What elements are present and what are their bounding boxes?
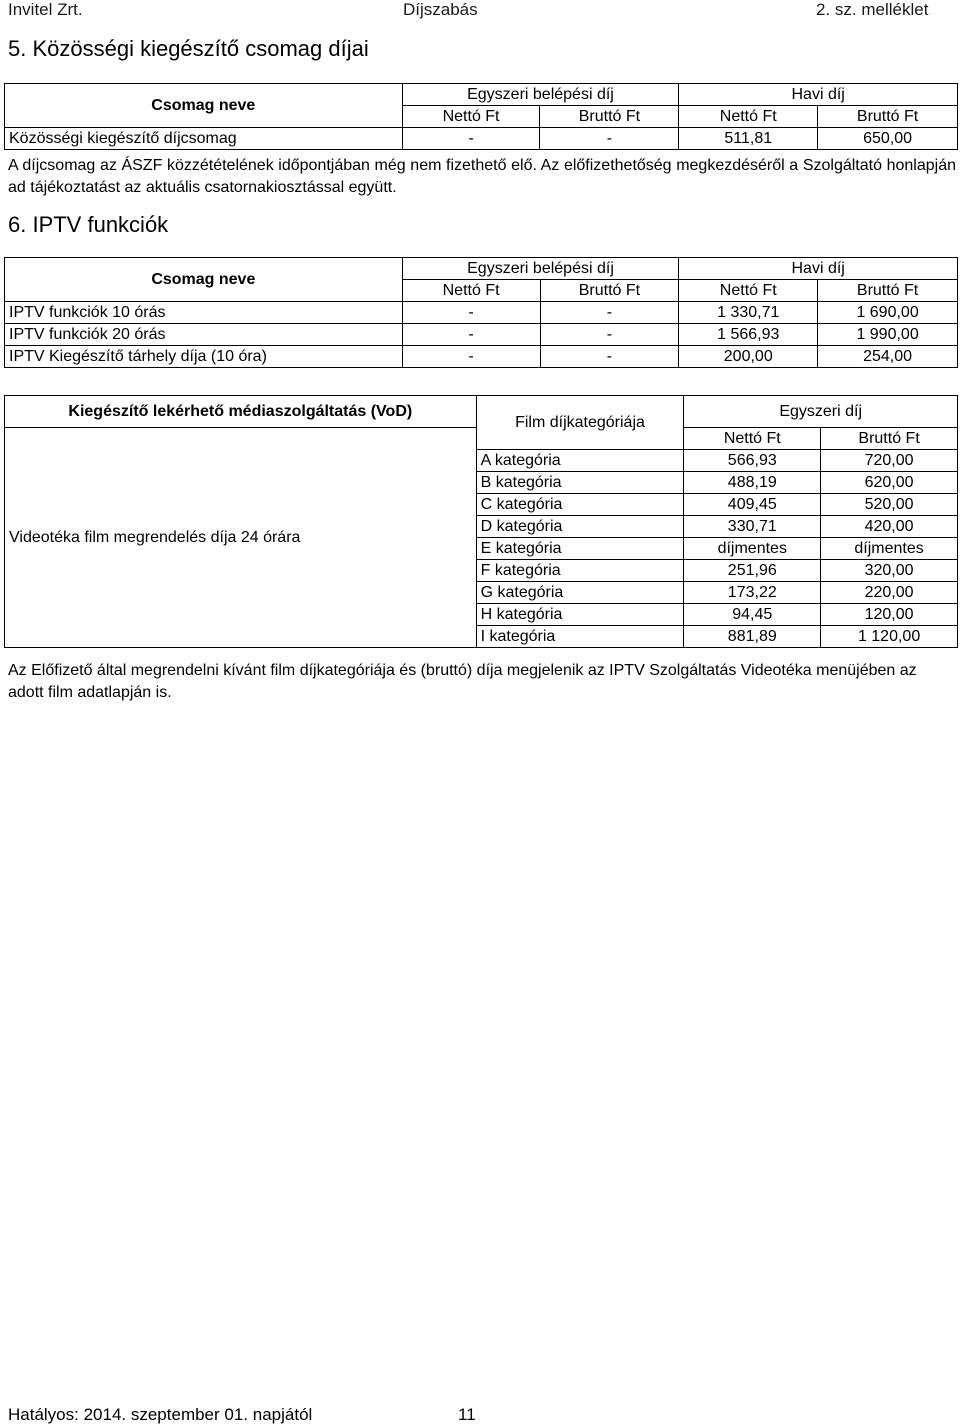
table-row: [5, 324, 958, 346]
col-header-net: Nettó Ft: [679, 280, 818, 302]
col-header-monthly-fee: Havi díj: [679, 258, 958, 280]
col-header-gross: Bruttó Ft: [818, 106, 958, 128]
package-name: Közösségi kiegészítő díjcsomag: [5, 128, 403, 150]
category-name: A kategória: [476, 450, 684, 472]
vod-description: Videotéka film megrendelés díja 24 órára: [5, 428, 477, 648]
entry-net: -: [402, 346, 540, 368]
vod-title: Kiegészítő lekérhető médiaszolgáltatás (VoD): [5, 396, 477, 428]
col-header-entry-fee: Egyszeri belépési díj: [402, 84, 679, 106]
category-name: B kategória: [476, 472, 684, 494]
category-net: 566,93: [684, 450, 821, 472]
package-name: IPTV funkciók 20 órás: [5, 324, 403, 346]
category-gross: 620,00: [821, 472, 958, 494]
category-gross: 420,00: [821, 516, 958, 538]
col-header-gross: Bruttó Ft: [540, 106, 679, 128]
entry-net: -: [402, 302, 540, 324]
header-annex: 2. sz. melléklet: [816, 0, 929, 19]
category-net: díjmentes: [684, 538, 821, 560]
monthly-net: 200,00: [679, 346, 818, 368]
section-5-title: 5. Közösségi kiegészítő csomag díjai: [8, 36, 369, 61]
entry-net: -: [402, 324, 540, 346]
category-name: I kategória: [476, 626, 684, 648]
category-name: E kategória: [476, 538, 684, 560]
vod-note: Az Előfizető által megrendelni kívánt film díjkategóriája és (bruttó) díja megjelenik az IPTV Szolgáltatás Videotéka menüjében az adott film adatlapján is.: [8, 662, 917, 701]
section-6-title: 6. IPTV funkciók: [8, 212, 169, 237]
category-name: H kategória: [476, 604, 684, 626]
monthly-gross: 1 990,00: [818, 324, 958, 346]
entry-gross: -: [540, 302, 679, 324]
category-gross: 520,00: [821, 494, 958, 516]
category-gross: 320,00: [821, 560, 958, 582]
category-gross: 720,00: [821, 450, 958, 472]
category-net: 173,22: [684, 582, 821, 604]
entry-gross: -: [540, 324, 679, 346]
table-row: [5, 302, 958, 324]
category-gross: 120,00: [821, 604, 958, 626]
category-gross: 220,00: [821, 582, 958, 604]
col-header-monthly-fee: Havi díj: [679, 84, 958, 106]
page-number: 11: [458, 1405, 476, 1424]
col-header-net: Nettó Ft: [402, 106, 540, 128]
category-name: D kategória: [476, 516, 684, 538]
header-doc-title: Díjszabás: [403, 0, 478, 19]
col-header-gross: Bruttó Ft: [821, 428, 958, 450]
header-company: Invitel Zrt.: [8, 0, 83, 19]
category-net: 409,45: [684, 494, 821, 516]
section-6-table: [4, 257, 958, 368]
category-gross: díjmentes: [821, 538, 958, 560]
category-gross: 1 120,00: [821, 626, 958, 648]
category-net: 94,45: [684, 604, 821, 626]
monthly-net: 1 330,71: [679, 302, 818, 324]
monthly-net: 511,81: [679, 128, 818, 150]
category-net: 330,71: [684, 516, 821, 538]
monthly-net: 1 566,93: [679, 324, 818, 346]
section-5-table: [4, 83, 958, 150]
col-header-single-fee: Egyszeri díj: [684, 396, 958, 428]
footer-effective-date: Hatályos: 2014. szeptember 01. napjától: [8, 1405, 313, 1424]
monthly-gross: 254,00: [818, 346, 958, 368]
col-header-entry-fee: Egyszeri belépési díj: [402, 258, 679, 280]
table-row: [5, 128, 958, 150]
col-header-gross: Bruttó Ft: [540, 280, 679, 302]
col-header-category: Film díjkategóriája: [476, 396, 684, 450]
monthly-gross: 650,00: [818, 128, 958, 150]
col-header-name: Csomag neve: [5, 258, 403, 302]
category-name: F kategória: [476, 560, 684, 582]
col-header-net: Nettó Ft: [402, 280, 540, 302]
vod-table: [4, 395, 958, 648]
entry-net: -: [402, 128, 540, 150]
col-header-net: Nettó Ft: [679, 106, 818, 128]
category-net: 251,96: [684, 560, 821, 582]
category-name: G kategória: [476, 582, 684, 604]
col-header-name: Csomag neve: [5, 84, 403, 128]
col-header-gross: Bruttó Ft: [818, 280, 958, 302]
category-net: 488,19: [684, 472, 821, 494]
section-5-note: A díjcsomag az ÁSZF közzétételének időpontjában még nem fizethető elő. Az előfizethetőség megkezdéséről a Szolgáltató honlapján ad tájékoztatást az aktuális csatornakiosztással együtt.: [8, 157, 956, 196]
package-name: IPTV funkciók 10 órás: [5, 302, 403, 324]
entry-gross: -: [540, 128, 679, 150]
col-header-net: Nettó Ft: [684, 428, 821, 450]
table-row: [5, 346, 958, 368]
package-name: IPTV Kiegészítő tárhely díja (10 óra): [5, 346, 403, 368]
category-net: 881,89: [684, 626, 821, 648]
entry-gross: -: [540, 346, 679, 368]
category-name: C kategória: [476, 494, 684, 516]
monthly-gross: 1 690,00: [818, 302, 958, 324]
